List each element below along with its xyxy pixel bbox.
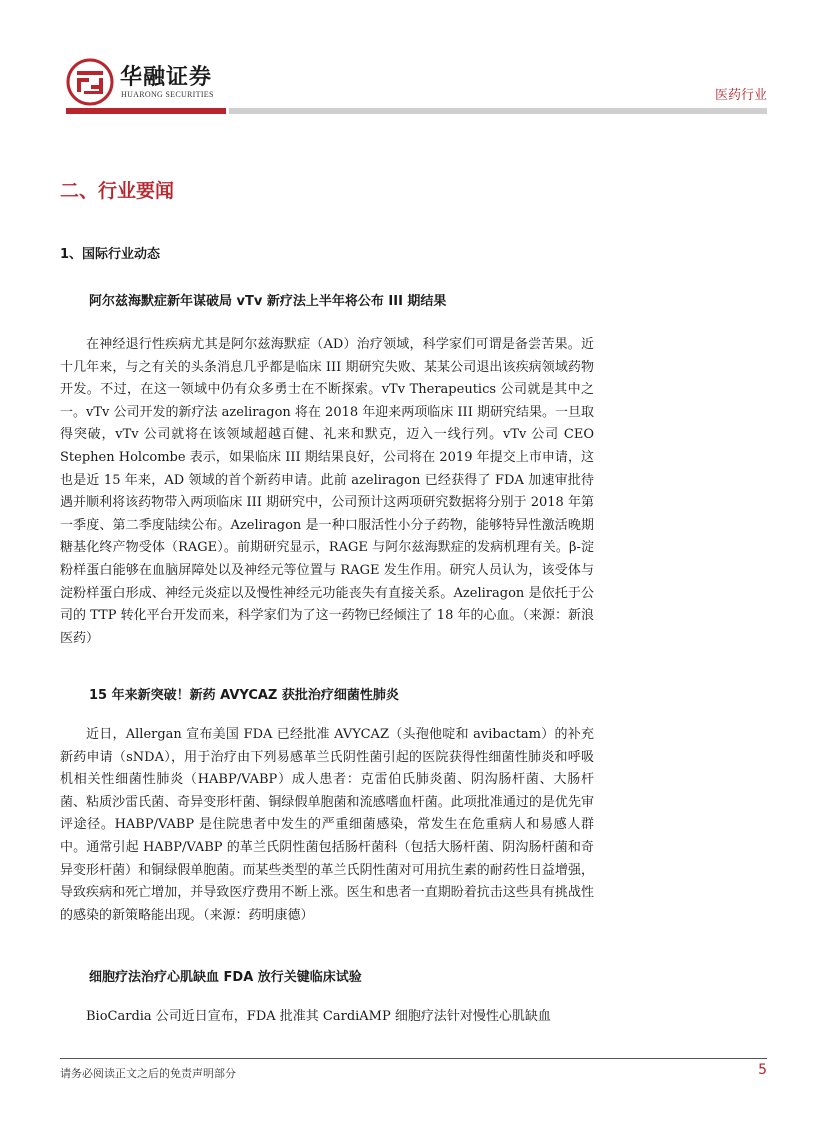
news-title: 15 年来新突破！新药 AVYCAZ 获批治疗细菌性肺炎 [89, 688, 399, 703]
news-title: 细胞疗法治疗心肌缺血 FDA 放行关键临床试验 [89, 970, 362, 985]
brand-name-en: HUARONG SECURITIES [121, 90, 214, 99]
page-number: 5 [758, 1062, 767, 1078]
news-body: BioCardia 公司近日宣布，FDA 批准其 CardiAMP 细胞疗法针对慢性心肌缺血 [86, 1009, 551, 1024]
huarong-logo-icon [66, 58, 114, 106]
footer-rule [60, 1058, 767, 1059]
header-rule-gray [229, 108, 767, 114]
news-body: 在神经退行性疾病尤其是阿尔兹海默症（AD）治疗领域，科学家们可谓是备尝苦果。近十几年来，与之有关的头条消息几乎都是临床 III 期研究失败、某某公司退出该疾病领域药物开发。不过，在这一领域中仍有众多勇士在不断探索。vTv Therapeutics 公司就是其中之一。vTv 公司开发的新疗法 azeliragon 将在 2018 年迎来两项临床 III 期研究结果。一旦取得突破，vTv 公司就将在该领域超越百健、礼来和默克，迈入一线行列。vTv 公司 CEO Stephen Holcombe 表示，如果临床 III 期结果良好，公司将在 2019 年提交上市申请，这也是近 15 年来，AD 领域的首个新药申请。此前 azeliragon 已经获得了 FDA 加速审批待遇并顺利将该药物带入两项临床 III 期研究中，公司预计这两项研究数据将分别于 2018 年第一季度、第二季度陆续公布。Azeliragon 是一种口服活性小分子药物，能够特异性激活晚期糖基化终产物受体（RAGE）。前期研究显示，RAGE 与阿尔兹海默症的发病机理有关。β-淀粉样蛋白能够在血脑屏障处以及神经元等位置与 RAGE 发生作用。研究人员认为，该受体与淀粉样蛋白形成、神经元炎症以及慢性神经元功能丧失有直接关系。Azeliragon 是依托于公司的 TTP 转化平台开发而来，科学家们为了这一药物已经倾注了 18 年的心血。（来源：新浪医药） [60, 337, 594, 646]
subsection-title: 1、国际行业动态 [60, 247, 161, 262]
section-title: 二、行业要闻 [60, 180, 175, 202]
news-title: 阿尔兹海默症新年谋破局 vTv 新疗法上半年将公布 III 期结果 [89, 294, 447, 309]
disclaimer-note: 请务必阅读正文之后的免责声明部分 [60, 1067, 236, 1080]
brand-name-cn: 华融证券 [120, 65, 213, 90]
header-rule-accent [66, 108, 226, 114]
news-body: 近日，Allergan 宣布美国 FDA 已经批准 AVYCAZ（头孢他啶和 avibactam）的补充新药申请（sNDA），用于治疗由下列易感革兰氏阴性菌引起的医院获得性细菌性肺炎和呼吸机相关性细菌性肺炎（HABP/VABP）成人患者：克雷伯氏肺炎菌、阴沟肠杆菌、大肠杆菌、粘质沙雷氏菌、奇异变形杆菌、铜绿假单胞菌和流感嗜血杆菌。此项批准通过的是优先审评途径。HABP/VABP 是住院患者中发生的严重细菌感染，常发生在危重病人和易感人群中。通常引起 HABP/VABP 的革兰氏阴性菌包括肠杆菌科（包括大肠杆菌、阴沟肠杆菌和奇异变形杆菌）和铜绿假单胞菌。而某些类型的革兰氏阴性菌对可用抗生素的耐药性日益增强，导致疾病和死亡增加，并导致医疗费用不断上涨。医生和患者一直期盼着抗击这些具有挑战性的感染的新策略能出现。（来源：药明康德） [60, 727, 594, 923]
industry-label: 医药行业 [714, 88, 767, 103]
